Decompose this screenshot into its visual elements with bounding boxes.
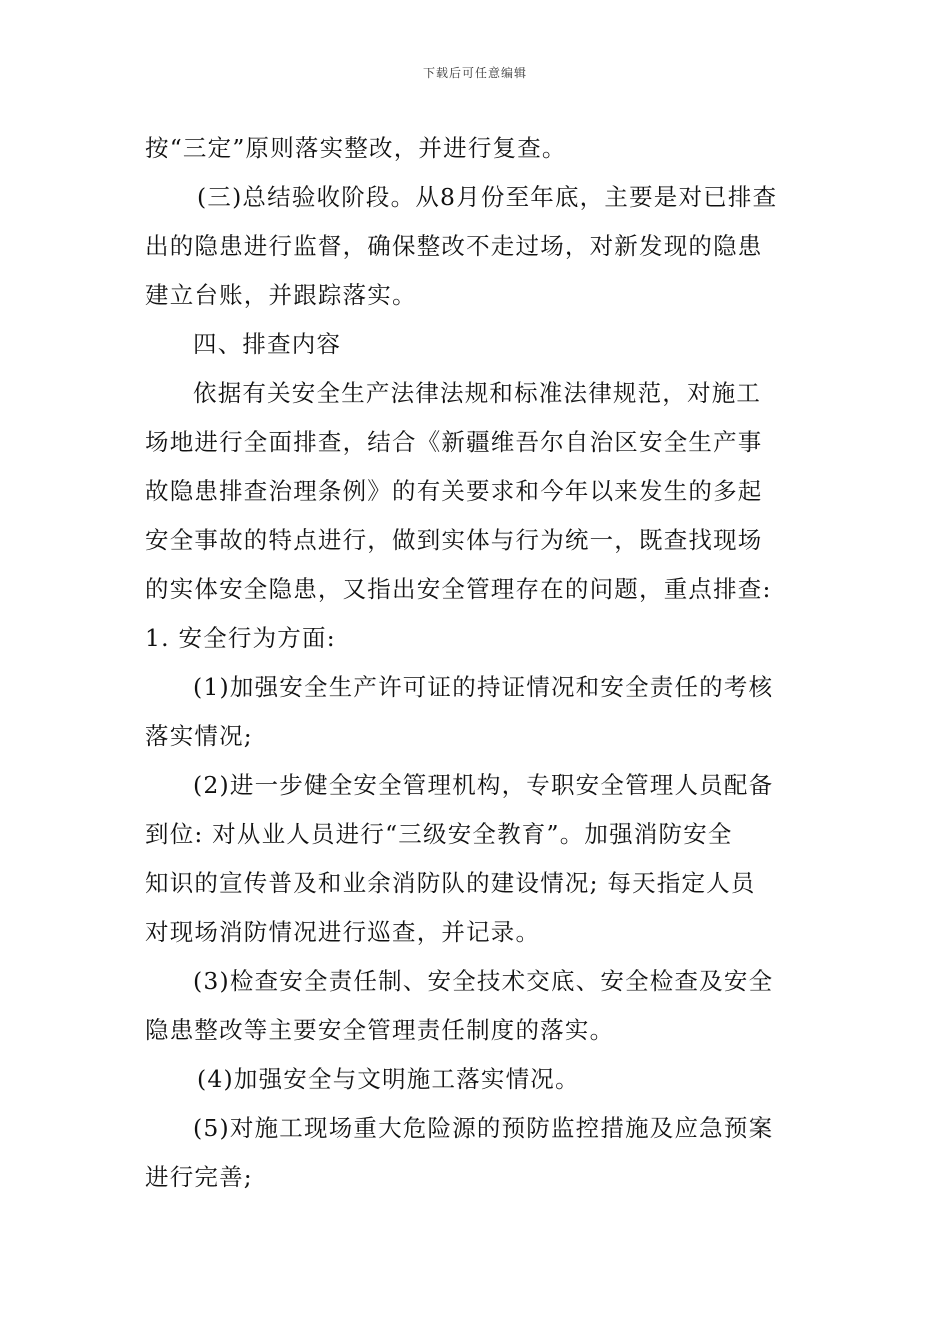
section-heading: 四、排查内容 bbox=[193, 330, 342, 358]
list-heading: 1. 安全行为方面: bbox=[145, 624, 336, 652]
text-line: 隐患整改等主要安全管理责任制度的落实。 bbox=[145, 1016, 615, 1044]
text-line: 安全事故的特点进行，做到实体与行为统一，既查找现场 bbox=[145, 526, 763, 554]
text-line: 依据有关安全生产法律法规和标准法律规范，对施工 bbox=[193, 379, 762, 407]
text-line: 进行完善; bbox=[145, 1163, 253, 1191]
text-line: 落实情况; bbox=[145, 722, 253, 750]
text-line: (1)加强安全生产许可证的持证情况和安全责任的考核 bbox=[193, 673, 774, 701]
text-line: 建立台账，并跟踪落实。 bbox=[145, 281, 417, 309]
text-line: (4)加强安全与文明施工落实情况。 bbox=[197, 1065, 580, 1093]
text-line: (5)对施工现场重大危险源的预防监控措施及应急预案 bbox=[193, 1114, 774, 1142]
text-line: 场地进行全面排查，结合《新疆维吾尔自治区安全生产事 bbox=[145, 428, 763, 456]
text-line: 知识的宣传普及和业余消防队的建设情况; 每天指定人员 bbox=[145, 869, 756, 897]
page-header: 下载后可任意编辑 bbox=[422, 66, 527, 80]
text-line: 出的隐患进行监督，确保整改不走过场，对新发现的隐患 bbox=[145, 232, 763, 260]
text-line: (三)总结验收阶段。从8月份至年底，主要是对已排查 bbox=[197, 183, 778, 211]
document-body bbox=[145, 124, 813, 1202]
text-line: 的实体安全隐患，又指出安全管理存在的问题，重点排查: bbox=[145, 575, 772, 603]
text-line: 到位: 对从业人员进行“三级安全教育”。加强消防安全 bbox=[145, 820, 733, 848]
text-line: 对现场消防情况进行巡查，并记录。 bbox=[145, 918, 541, 946]
text-line: 故隐患排查治理条例》的有关要求和今年以来发生的多起 bbox=[145, 477, 763, 505]
text-line: 按“三定”原则落实整改，并进行复查。 bbox=[145, 134, 567, 162]
text-line: (3)检查安全责任制、安全技术交底、安全检查及安全 bbox=[193, 967, 774, 995]
text-line: (2)进一步健全安全管理机构，专职安全管理人员配备 bbox=[193, 771, 774, 799]
